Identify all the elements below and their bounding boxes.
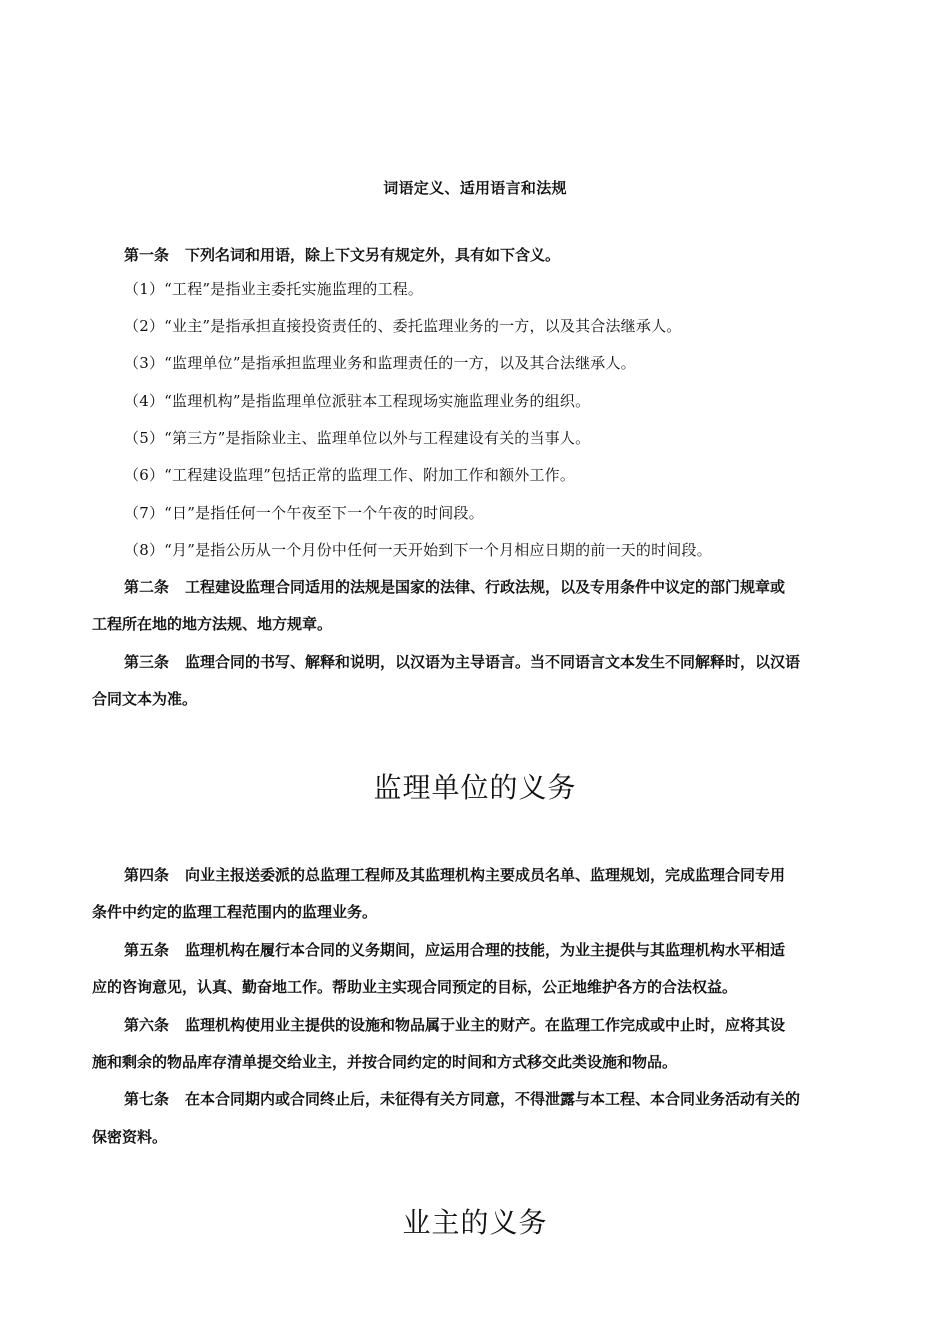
article-7-line2: 保密资料。: [92, 1128, 168, 1146]
article-label: 第二条: [124, 578, 170, 596]
article-5-line2: 应的咨询意见，认真、勤奋地工作。帮助业主实现合同预定的目标，公正地维护各方的合法权益。: [92, 978, 738, 996]
article-4-line2: 条件中约定的监理工程范围内的监理业务。: [92, 903, 378, 921]
section-title-supervisor-obligations: 监理单位的义务: [373, 771, 577, 804]
definition-5: （5）“第三方”是指除业主、监理单位以外与工程建设有关的当事人。: [124, 429, 591, 447]
article-7-line1: [124, 1089, 862, 1109]
article-label: 第三条: [124, 653, 170, 671]
section-title-definitions: 词语定义、适用语言和法规: [383, 179, 567, 197]
definition-8: （8）“月”是指公历从一个月份中任何一天开始到下一个月相应日期的前一天的时间段。: [124, 541, 712, 559]
article-3-line2: 合同文本为准。: [92, 690, 198, 708]
article-6-line1: [124, 1015, 862, 1035]
article-2-line1: [124, 577, 862, 597]
article-text: 向业主报送委派的总监理工程师及其监理机构主要成员名单、监理规划，完成监理合同专用: [185, 866, 786, 884]
article-text: 监理合同的书写、解释和说明，以汉语为主导语言。当不同语言文本发生不同解释时，以汉语: [185, 653, 801, 671]
definition-1: （1）“工程”是指业主委托实施监理的工程。: [124, 280, 424, 298]
article-label: 第一条: [124, 246, 170, 264]
definition-7: （7）“日”是指任何一个午夜至下一个午夜的时间段。: [124, 504, 484, 522]
article-text: 监理机构在履行本合同的义务期间，应运用合理的技能，为业主提供与其监理机构水平相适: [185, 941, 786, 959]
article-3-line1: [124, 652, 862, 672]
definition-2: （2）“业主”是指承担直接投资责任的、委托监理业务的一方，以及其合法继承人。: [124, 317, 682, 335]
article-text: 在本合同期内或合同终止后，未征得有关方同意，不得泄露与本工程、本合同业务活动有关的: [185, 1090, 801, 1108]
article-text: 下列名词和用语，除上下文另有规定外，具有如下含义。: [185, 246, 561, 264]
article-text: 工程建设监理合同适用的法规是国家的法律、行政法规，以及专用条件中议定的部门规章或: [185, 578, 786, 596]
article-2-line2: 工程所在地的地方法规、地方规章。: [92, 615, 333, 633]
article-label: 第六条: [124, 1016, 170, 1034]
definition-3: （3）“监理单位”是指承担监理业务和监理责任的一方，以及其合法继承人。: [124, 354, 636, 372]
article-4-line1: [124, 865, 862, 885]
article-6-line2: 施和剩余的物品库存清单提交给业主，并按合同约定的时间和方式移交此类设施和物品。: [92, 1053, 678, 1071]
definition-6: （6）“工程建设监理”包括正常的监理工作、附加工作和额外工作。: [124, 466, 576, 484]
section-title-owner-obligations: 业主的义务: [402, 1206, 548, 1239]
article-label: 第四条: [124, 866, 170, 884]
article-5-line1: [124, 940, 862, 960]
definition-4: （4）“监理机构”是指监理单位派驻本工程现场实施监理业务的组织。: [124, 392, 591, 410]
article-label: 第五条: [124, 941, 170, 959]
article-1: [124, 245, 894, 265]
article-text: 监理机构使用业主提供的设施和物品属于业主的财产。在监理工作完成或中止时，应将其设: [185, 1016, 786, 1034]
article-label: 第七条: [124, 1090, 170, 1108]
